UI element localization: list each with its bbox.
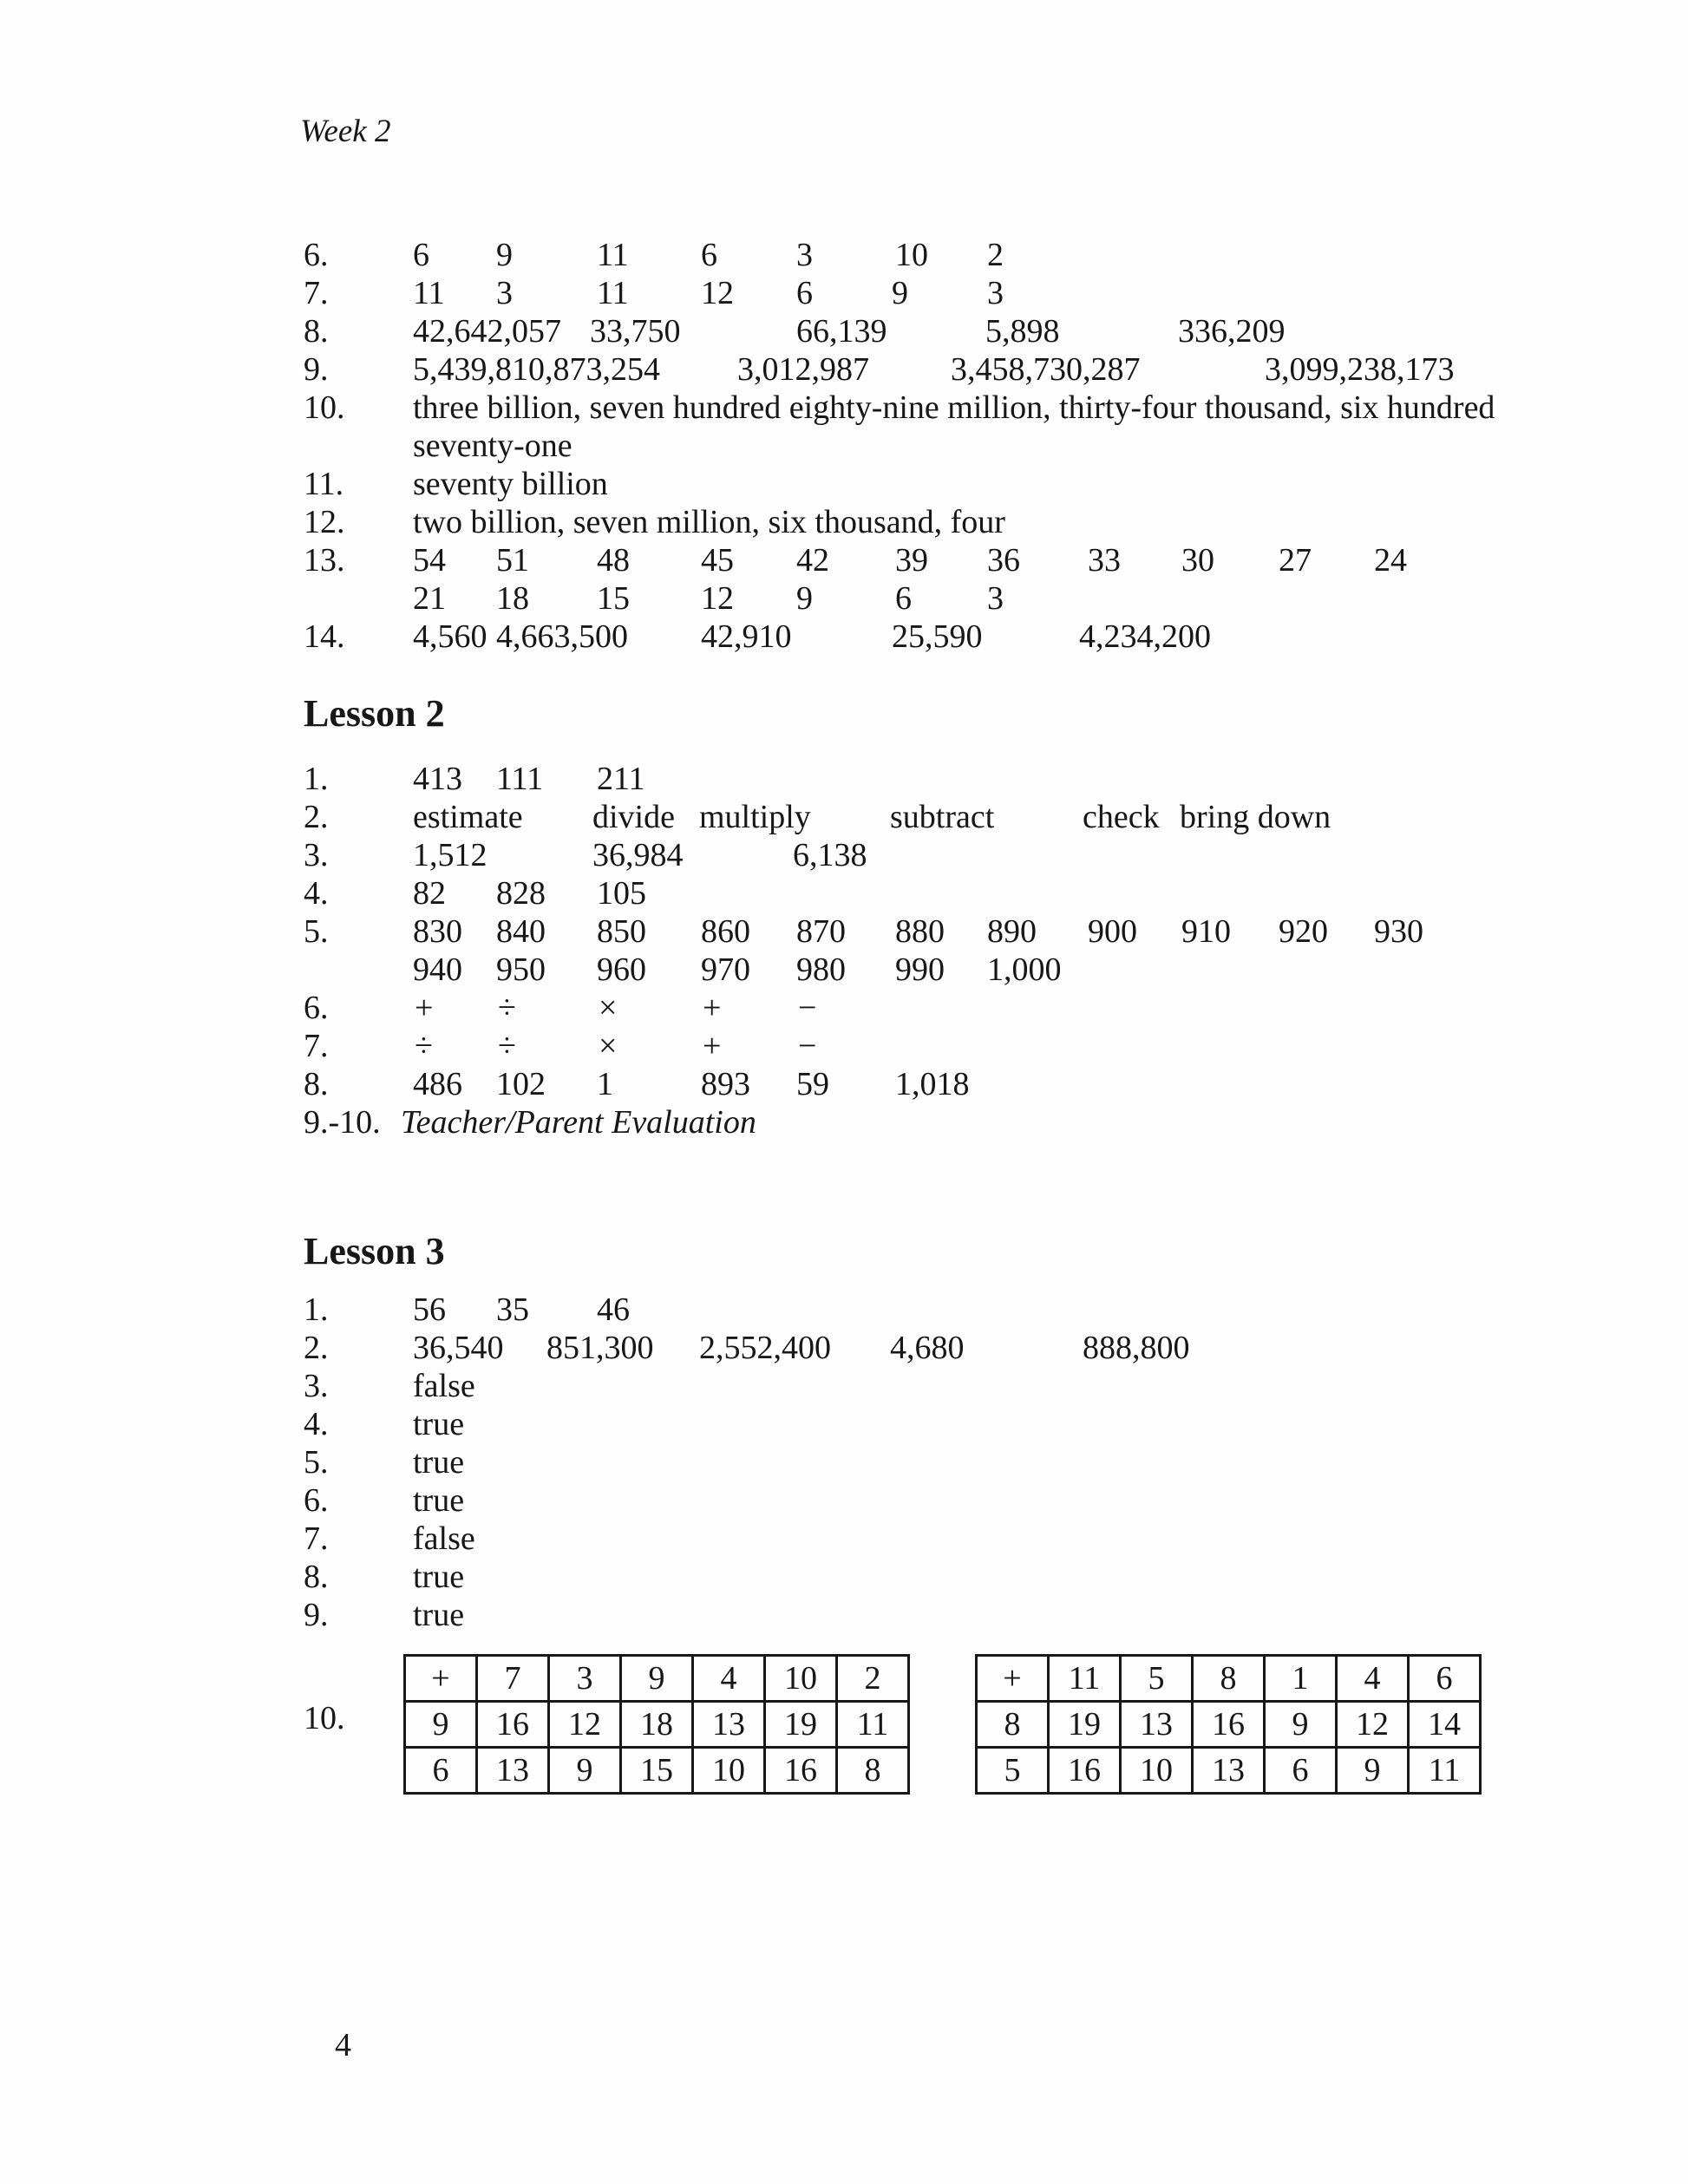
item-number: 5. [304,1444,329,1481]
answer-value: true [413,1482,465,1519]
table-cell: 13 [1121,1702,1193,1748]
table-cell: 6 [1265,1748,1337,1794]
answer-value: 860 [701,913,750,950]
answer-value: 910 [1181,913,1231,950]
item-number: 7. [304,1028,329,1064]
table-row [977,1748,1481,1794]
addition-table-right [975,1654,1482,1795]
problem-10-tables [0,1654,1688,1795]
item-number: 10. [304,389,345,426]
lesson-title: Lesson 2 [304,692,445,735]
answer-row [0,579,1688,618]
answer-row [0,1027,1688,1065]
table-cell: 12 [1337,1702,1409,1748]
answer-value: × [599,990,618,1026]
table-cell: 9 [1265,1702,1337,1748]
answer-value: 1,000 [987,951,1062,988]
answer-value: 33,750 [590,313,681,350]
answer-value: 6,138 [793,837,867,873]
answer-value: 82 [413,875,446,912]
answer-value: 840 [496,913,546,950]
answer-value: ÷ [498,1028,516,1064]
item-number: 14. [304,618,345,655]
table-cell: 11 [837,1702,909,1748]
table-cell: 1 [1265,1656,1337,1702]
answer-value: 5,898 [985,313,1060,350]
answer-value: 850 [597,913,646,950]
answer-value: divide [592,799,675,835]
answer-value: 3,099,238,173 [1265,351,1455,388]
item-number: 11. [304,466,344,502]
table-cell: 5 [977,1748,1049,1794]
answer-value: true [413,1406,465,1442]
answer-value: 880 [895,913,945,950]
table-cell: 6 [405,1748,477,1794]
answer-value: 413 [413,761,462,797]
answer-row [0,541,1688,579]
table-cell: 15 [621,1748,693,1794]
answer-value: 3,012,987 [737,351,869,388]
table-cell: 18 [621,1702,693,1748]
answer-value: false [413,1368,475,1404]
item-number: 6. [304,237,329,273]
answer-row [0,1367,1688,1405]
answer-row [0,836,1688,874]
table-cell: 11 [1049,1656,1121,1702]
answer-row [0,1065,1688,1103]
answer-value: 56 [413,1291,446,1328]
item-number: 3. [304,1368,329,1404]
table-cell: 9 [1337,1748,1409,1794]
answer-value: 36,984 [592,837,684,873]
answer-value: 970 [701,951,750,988]
answer-value: 54 [413,542,446,579]
item-number: 2. [304,1330,329,1366]
section-lesson2 [0,694,1688,1141]
answer-value: Teacher/Parent Evaluation [401,1104,756,1141]
answer-value: 6 [701,237,717,273]
table-cell: 6 [1409,1656,1481,1702]
answer-value: 950 [496,951,546,988]
table-cell: 9 [405,1702,477,1748]
answer-value: 21 [413,580,446,617]
table-cell: 16 [1049,1748,1121,1794]
table-cell: 2 [837,1656,909,1702]
answer-value: 893 [701,1066,750,1102]
answer-value: + [703,1028,722,1064]
answer-value: 11 [413,275,445,311]
answer-value: check [1083,799,1160,835]
table-cell: 3 [549,1656,621,1702]
answer-value: 4,234,200 [1079,618,1211,655]
table-cell: 7 [477,1656,549,1702]
answer-value: 920 [1279,913,1328,950]
week-header: Week 2 [300,114,391,149]
answer-value: 25,590 [892,618,983,655]
answer-row [0,389,1688,427]
answer-value: 33 [1088,542,1121,579]
answer-value: 3 [496,275,513,311]
answer-value: 51 [496,542,529,579]
answer-value: two billion, seven million, six thousand, four [413,504,1005,540]
answer-value: false [413,1520,475,1557]
table-row [977,1656,1481,1702]
answer-row [0,1405,1688,1443]
answer-value: 828 [496,875,546,912]
answer-value: 890 [987,913,1037,950]
table-cell: 12 [549,1702,621,1748]
answer-row [0,798,1688,836]
answer-value: three billion, seven hundred eighty-nine million, thirty-four thousand, six hundred [413,389,1495,426]
answer-value: 30 [1181,542,1214,579]
answer-value: 42 [796,542,829,579]
section-week2-items [0,236,1688,656]
table-cell: 8 [1193,1656,1265,1702]
table-cell: 13 [477,1748,549,1794]
answer-row [0,760,1688,798]
item-number: 7. [304,275,329,311]
answer-value: 1,512 [413,837,487,873]
answer-row [0,312,1688,350]
answer-value: seventy billion [413,466,608,502]
page-number: 4 [335,2027,351,2063]
answer-value: 18 [496,580,529,617]
answer-value: 870 [796,913,846,950]
item-number: 12. [304,504,345,540]
answer-value: multiply [699,799,811,835]
item-number: 10. [304,1700,345,1736]
answer-value: 960 [597,951,646,988]
plus-operator-cell: + [405,1656,477,1702]
answer-row [0,503,1688,541]
table-cell: 4 [1337,1656,1409,1702]
table-cell: 14 [1409,1702,1481,1748]
item-number: 6. [304,1482,329,1519]
answer-row [0,350,1688,389]
table-cell: 10 [1121,1748,1193,1794]
answer-value: 48 [597,542,630,579]
answer-value: 3 [987,275,1004,311]
item-number: 8. [304,1066,329,1102]
table-cell: 11 [1409,1748,1481,1794]
answer-value: 1 [597,1066,613,1102]
answer-row [0,1481,1688,1520]
answer-value: 11 [597,237,629,273]
answer-row [0,1291,1688,1329]
table-cell: 10 [693,1748,765,1794]
table-cell: 16 [1193,1702,1265,1748]
table-cell: 19 [1049,1702,1121,1748]
answer-value: − [798,990,817,1026]
answer-row [0,1329,1688,1367]
answer-value: 15 [597,580,630,617]
table-row [977,1702,1481,1748]
answer-value: 45 [701,542,734,579]
answer-value: 10 [895,237,928,273]
plus-operator-cell: + [977,1656,1049,1702]
answer-value: 27 [1279,542,1312,579]
table-cell: 10 [765,1656,837,1702]
answer-value: 11 [597,275,629,311]
answer-value: 3,458,730,287 [951,351,1141,388]
answer-value: true [413,1444,465,1481]
answer-row [0,427,1688,465]
item-number: 8. [304,1559,329,1595]
answer-row [0,618,1688,656]
answer-value: 888,800 [1083,1330,1190,1366]
table-cell: 13 [693,1702,765,1748]
answer-value: + [703,990,722,1026]
table-cell: 19 [765,1702,837,1748]
answer-value: 830 [413,913,462,950]
answer-value: 102 [496,1066,546,1102]
table-row [405,1748,909,1794]
item-number: 8. [304,313,329,350]
answer-value: 35 [496,1291,529,1328]
answer-value: bring down [1180,799,1331,835]
answer-value: 105 [597,875,646,912]
answer-value: 900 [1088,913,1137,950]
answer-row [0,1596,1688,1634]
answer-value: + [415,990,434,1026]
answer-value: 42,642,057 [413,313,561,350]
answer-value: seventy-one [413,428,572,464]
answer-value: 851,300 [546,1330,654,1366]
answer-value: 6 [895,580,912,617]
answer-value: 9 [796,580,813,617]
item-number: 9. [304,1597,329,1633]
answer-value: subtract [890,799,995,835]
table-row [405,1656,909,1702]
table-row [405,1702,909,1748]
answer-value: 111 [496,761,544,797]
answer-value: 36 [987,542,1020,579]
answer-value: 940 [413,951,462,988]
item-number: 5. [304,913,329,950]
item-number: 6. [304,990,329,1026]
answer-row [0,912,1688,951]
answer-row [0,1103,1688,1141]
answer-row [0,465,1688,503]
table-cell: 16 [477,1702,549,1748]
answer-row [0,874,1688,912]
answer-value: 66,139 [796,313,887,350]
answer-value: true [413,1597,465,1633]
answer-value: − [798,1028,817,1064]
answer-value: ÷ [415,1028,433,1064]
answer-value: 2,552,400 [699,1330,831,1366]
table-cell: 4 [693,1656,765,1702]
lesson-title: Lesson 3 [304,1230,445,1272]
answer-value: 2 [987,237,1004,273]
answer-value: 980 [796,951,846,988]
item-number: 2. [304,799,329,835]
answer-value: 3 [796,237,813,273]
table-cell: 8 [977,1702,1049,1748]
table-cell: 9 [549,1748,621,1794]
answer-value: 336,209 [1178,313,1286,350]
item-number: 3. [304,837,329,873]
answer-value: 486 [413,1066,462,1102]
answer-value: 4,663,500 [496,618,628,655]
table-cell: 9 [621,1656,693,1702]
answer-key-content [0,236,1688,1795]
answer-value: estimate [413,799,523,835]
item-number: 9. [304,351,329,388]
answer-row [0,236,1688,274]
answer-value: 4,560 [413,618,487,655]
item-number: 9.-10. [304,1104,381,1141]
item-number: 1. [304,761,329,797]
answer-value: 990 [895,951,945,988]
table-cell: 16 [765,1748,837,1794]
addition-table-left [403,1654,910,1795]
answer-value: 6 [796,275,813,311]
answer-value: 6 [413,237,429,273]
answer-value: 12 [701,275,734,311]
answer-value: 24 [1374,542,1407,579]
table-cell: 8 [837,1748,909,1794]
item-number: 7. [304,1520,329,1557]
section-lesson3 [0,1232,1688,1634]
answer-row [0,274,1688,312]
answer-value: 1,018 [895,1066,970,1102]
answer-value: 930 [1374,913,1423,950]
answer-value: 36,540 [413,1330,504,1366]
answer-row [0,1443,1688,1481]
answer-row [0,989,1688,1027]
item-number: 13. [304,542,345,579]
item-number: 1. [304,1291,329,1328]
answer-value: 5,439,810,873,254 [413,351,660,388]
answer-value: 9 [892,275,908,311]
answer-row [0,1558,1688,1596]
answer-value: 59 [796,1066,829,1102]
answer-value: 4,680 [890,1330,965,1366]
answer-value: 39 [895,542,928,579]
answer-value: 12 [701,580,734,617]
answer-value: ÷ [498,990,516,1026]
answer-value: 42,910 [701,618,792,655]
answer-row [0,1520,1688,1558]
answer-value: true [413,1559,465,1595]
answer-value: 9 [496,237,513,273]
table-cell: 5 [1121,1656,1193,1702]
answer-value: × [599,1028,618,1064]
answer-value: 3 [987,580,1004,617]
answer-row [0,951,1688,989]
item-number: 4. [304,1406,329,1442]
table-cell: 13 [1193,1748,1265,1794]
item-number: 4. [304,875,329,912]
answer-value: 46 [597,1291,630,1328]
answer-value: 211 [597,761,645,797]
